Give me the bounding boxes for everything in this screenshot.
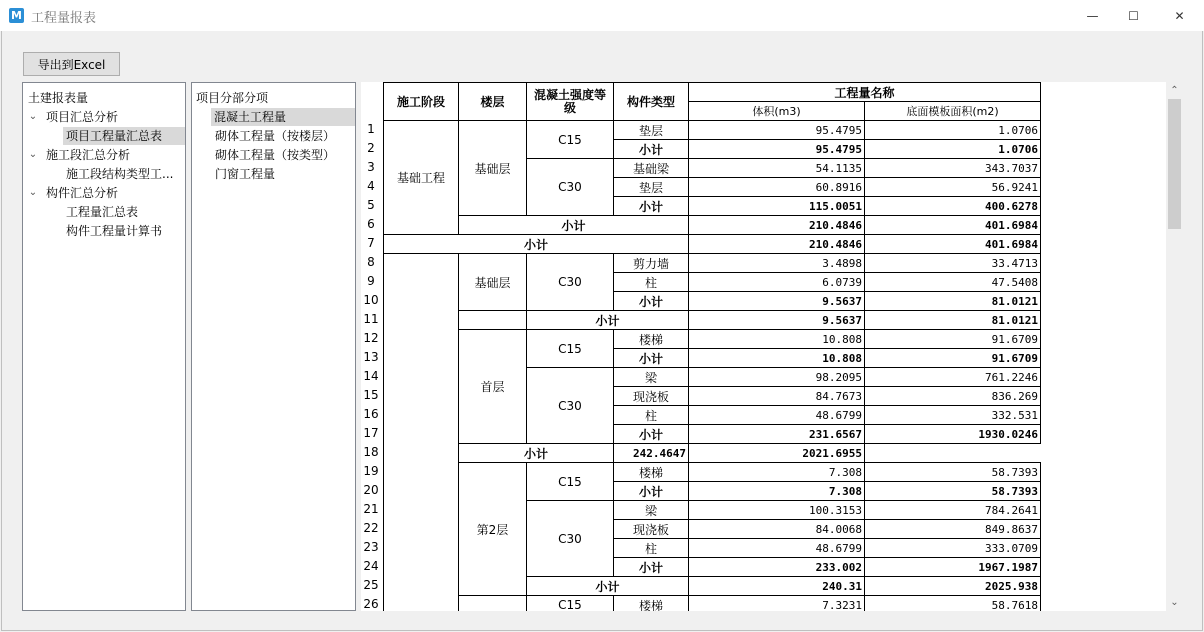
cell-stage: 基础工程: [384, 121, 459, 235]
report-tree-panel: [22, 82, 186, 611]
cell-volume: 48.6799: [689, 406, 865, 425]
cell-area: 81.0121: [865, 292, 1041, 311]
tree-node-project-summary[interactable]: 项目汇总分析: [46, 110, 119, 124]
cell-volume: 48.6799: [689, 539, 865, 558]
cell-grade: C15: [527, 121, 614, 159]
vertical-scrollbar[interactable]: [1166, 82, 1183, 611]
cell-area: 849.8637: [865, 520, 1041, 539]
cell-volume: 7.308: [689, 482, 865, 501]
row-number-column: [361, 82, 383, 611]
cell-area: 56.9241: [865, 178, 1041, 197]
row-number: 13: [363, 350, 379, 364]
cell-grade: C30: [527, 159, 614, 216]
cell-floor: [459, 596, 527, 612]
row-number: 7: [367, 236, 375, 250]
table-row: [384, 216, 1041, 235]
row-number: 10: [363, 293, 379, 307]
row-number: 20: [363, 483, 379, 497]
row-number: 3: [367, 160, 375, 174]
cell-volume: 9.5637: [689, 311, 865, 330]
cell-volume: 231.6567: [689, 425, 865, 444]
tree-node-component-summary[interactable]: 构件汇总分析: [46, 186, 119, 200]
cell-subtotal-label: 小计: [459, 444, 614, 463]
cell-subtotal-label: 小计: [527, 311, 689, 330]
table-row: [384, 444, 1041, 463]
cell-area: 332.531: [865, 406, 1041, 425]
cell-type: 小计: [614, 292, 689, 311]
quantity-report-table: [383, 82, 1041, 611]
cell-area: 784.2641: [865, 501, 1041, 520]
cell-subtotal-label: 小计: [384, 235, 689, 254]
cell-grade: C15: [527, 330, 614, 368]
cell-area: 1.0706: [865, 140, 1041, 159]
row-number: 4: [367, 179, 375, 193]
row-number: 1: [367, 122, 375, 136]
cell-area: 401.6984: [865, 235, 1041, 254]
chevron-down-icon[interactable]: ⌄: [28, 187, 38, 198]
row-number: 24: [363, 559, 379, 573]
cell-floor: 第2层: [459, 463, 527, 596]
cell-type: 垫层: [614, 121, 689, 140]
app-logo-icon: M: [9, 8, 24, 23]
table-row: [384, 235, 1041, 254]
list-item-concrete[interactable]: 混凝土工程量: [211, 108, 355, 126]
cell-volume: 10.808: [689, 349, 865, 368]
cell-type: 楼梯: [614, 463, 689, 482]
cell-type: 小计: [614, 140, 689, 159]
cell-area: 761.2246: [865, 368, 1041, 387]
row-number: 26: [363, 597, 379, 611]
cell-grade: C30: [527, 501, 614, 577]
cell-area: 47.5408: [865, 273, 1041, 292]
cell-type: 现浇板: [614, 387, 689, 406]
cell-volume: 210.4846: [689, 235, 865, 254]
cell-area: 2025.938: [865, 577, 1041, 596]
scroll-thumb[interactable]: [1168, 99, 1181, 229]
cell-volume: 210.4846: [689, 216, 865, 235]
list-title: 项目分部分项: [196, 91, 269, 105]
row-number: 6: [367, 217, 375, 231]
cell-grade: C15: [527, 463, 614, 501]
cell-area: 81.0121: [865, 311, 1041, 330]
cell-type: 楼梯: [614, 330, 689, 349]
tree-node-project-quantity-summary[interactable]: 项目工程量汇总表: [63, 127, 185, 145]
title-bar: [0, 0, 1204, 31]
header-grade: 混凝土强度等级: [527, 83, 614, 121]
cell-floor: [459, 311, 527, 330]
row-number: 8: [367, 255, 375, 269]
table-row: [384, 121, 1041, 140]
cell-volume: 242.4647: [614, 444, 689, 463]
cell-type: 基础梁: [614, 159, 689, 178]
scroll-down-icon[interactable]: ⌄: [1170, 597, 1179, 608]
cell-type: 剪力墙: [614, 254, 689, 273]
list-item-doors-windows[interactable]: 门窗工程量: [215, 167, 276, 181]
header-qty-name: 工程量名称: [689, 83, 1041, 102]
row-number: 16: [363, 407, 379, 421]
cell-area: 33.4713: [865, 254, 1041, 273]
row-number: 14: [363, 369, 379, 383]
row-number: 9: [367, 274, 375, 288]
subitem-list-panel: [191, 82, 356, 611]
tree-node-stage-summary[interactable]: 施工段汇总分析: [46, 148, 131, 162]
maximize-button[interactable]: ☐: [1128, 8, 1139, 23]
cell-floor: 基础层: [459, 254, 527, 311]
cell-grade: C30: [527, 368, 614, 444]
row-number: 23: [363, 540, 379, 554]
window-title: 工程量报表: [31, 11, 97, 26]
table-row: [384, 254, 1041, 273]
cell-type: 小计: [614, 197, 689, 216]
table-row: [384, 330, 1041, 349]
cell-type: 垫层: [614, 178, 689, 197]
cell-type: 柱: [614, 406, 689, 425]
list-item-masonry-floor[interactable]: 砌体工程量（按楼层）: [215, 129, 336, 143]
cell-volume: 115.0051: [689, 197, 865, 216]
row-number: 17: [363, 426, 379, 440]
cell-volume: 54.1135: [689, 159, 865, 178]
list-item-masonry-type[interactable]: 砌体工程量（按类型）: [215, 148, 336, 162]
header-floor: 楼层: [459, 83, 527, 121]
cell-volume: 9.5637: [689, 292, 865, 311]
cell-area: 333.0709: [865, 539, 1041, 558]
row-number: 21: [363, 502, 379, 516]
cell-area: 58.7393: [865, 482, 1041, 501]
report-grid: [361, 82, 1166, 611]
scroll-up-icon[interactable]: ⌃: [1170, 85, 1179, 96]
cell-volume: 7.3231: [689, 596, 865, 612]
cell-type: 楼梯: [614, 596, 689, 612]
cell-floor: 首层: [459, 330, 527, 444]
cell-volume: 10.808: [689, 330, 865, 349]
tree-node-calculation-book[interactable]: 构件工程量计算书: [66, 224, 163, 238]
row-number: 2: [367, 141, 375, 155]
cell-volume: 95.4795: [689, 121, 865, 140]
cell-area: 2021.6955: [689, 444, 865, 463]
header-volume: 体积(m3): [689, 102, 865, 121]
tree-node-stage-structure[interactable]: 施工段结构类型工...: [66, 167, 174, 181]
cell-subtotal-label: 小计: [459, 216, 689, 235]
cell-type: 柱: [614, 539, 689, 558]
chevron-down-icon[interactable]: ⌄: [28, 111, 38, 122]
chevron-down-icon[interactable]: ⌄: [28, 149, 38, 160]
cell-volume: 84.7673: [689, 387, 865, 406]
cell-area: 1967.1987: [865, 558, 1041, 577]
cell-area: 400.6278: [865, 197, 1041, 216]
cell-volume: 3.4898: [689, 254, 865, 273]
cell-area: 58.7393: [865, 463, 1041, 482]
cell-volume: 98.2095: [689, 368, 865, 387]
header-type: 构件类型: [614, 83, 689, 121]
cell-volume: 95.4795: [689, 140, 865, 159]
cell-area: 91.6709: [865, 330, 1041, 349]
row-number: 22: [363, 521, 379, 535]
minimize-button[interactable]: —: [1086, 8, 1099, 23]
cell-volume: 60.8916: [689, 178, 865, 197]
row-number: 15: [363, 388, 379, 402]
cell-type: 小计: [614, 425, 689, 444]
cell-type: 梁: [614, 501, 689, 520]
cell-area: 1.0706: [865, 121, 1041, 140]
cell-type: 现浇板: [614, 520, 689, 539]
row-number: 11: [363, 312, 379, 326]
cell-stage: [384, 254, 459, 612]
row-number: 18: [363, 445, 379, 459]
cell-volume: 240.31: [689, 577, 865, 596]
cell-type: 小计: [614, 558, 689, 577]
table-row: [384, 311, 1041, 330]
cell-subtotal-label: 小计: [527, 577, 689, 596]
cell-type: 小计: [614, 482, 689, 501]
cell-area: 836.269: [865, 387, 1041, 406]
cell-type: 小计: [614, 349, 689, 368]
export-excel-button[interactable]: 导出到Excel: [23, 52, 120, 76]
cell-area: 343.7037: [865, 159, 1041, 178]
cell-volume: 6.0739: [689, 273, 865, 292]
cell-area: 58.7618: [865, 596, 1041, 612]
close-button[interactable]: ✕: [1174, 8, 1185, 23]
cell-volume: 84.0068: [689, 520, 865, 539]
cell-type: 梁: [614, 368, 689, 387]
table-row: [384, 596, 1041, 612]
row-number: 19: [363, 464, 379, 478]
cell-grade: C15: [527, 596, 614, 612]
table-row: [384, 463, 1041, 482]
cell-type: 柱: [614, 273, 689, 292]
cell-volume: 7.308: [689, 463, 865, 482]
header-stage: 施工阶段: [384, 83, 459, 121]
row-number: 5: [367, 198, 375, 212]
cell-area: 1930.0246: [865, 425, 1041, 444]
cell-area: 401.6984: [865, 216, 1041, 235]
row-number: 25: [363, 578, 379, 592]
tree-node-quantity-summary[interactable]: 工程量汇总表: [66, 205, 139, 219]
row-number: 12: [363, 331, 379, 345]
cell-grade: C30: [527, 254, 614, 311]
cell-floor: 基础层: [459, 121, 527, 216]
cell-area: 91.6709: [865, 349, 1041, 368]
tree-title: 土建报表量: [28, 91, 89, 105]
cell-volume: 100.3153: [689, 501, 865, 520]
header-area: 底面模板面积(m2): [865, 102, 1041, 121]
cell-volume: 233.002: [689, 558, 865, 577]
table-header-row: [384, 83, 1041, 102]
